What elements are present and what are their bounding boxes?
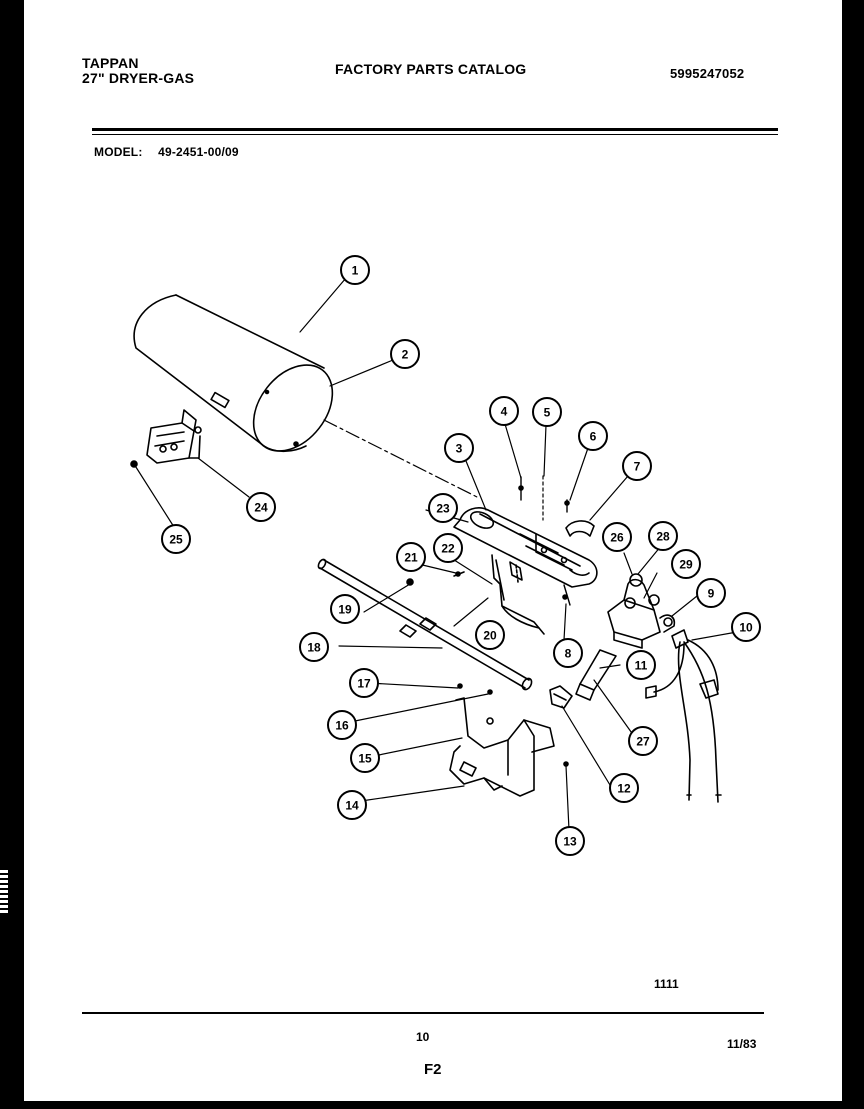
- svg-text:8: 8: [564, 646, 572, 661]
- model-number: 49-2451-00/09: [158, 145, 239, 159]
- page-number: 10: [416, 1030, 430, 1044]
- section-code: F2: [424, 1061, 442, 1078]
- callout-24: [247, 493, 275, 521]
- svg-text:5: 5: [543, 405, 551, 420]
- svg-text:17: 17: [357, 676, 371, 691]
- callout-1: [341, 256, 369, 284]
- callout-4: [490, 397, 518, 425]
- callout-9: [697, 579, 725, 607]
- part-gas-valve: [608, 574, 674, 648]
- callout-17: [350, 669, 378, 697]
- callout-3: [445, 434, 473, 462]
- part-connector-12: [550, 686, 572, 708]
- callout-27: [629, 727, 657, 755]
- callout-19: [331, 595, 359, 623]
- svg-text:2: 2: [401, 347, 409, 362]
- callout-14: [338, 791, 366, 819]
- callout-23: [429, 494, 457, 522]
- callout-15: [351, 744, 379, 772]
- svg-text:25: 25: [169, 532, 183, 547]
- callout-12: [610, 774, 638, 802]
- callout-balloons: [162, 256, 760, 855]
- callout-16: [328, 711, 356, 739]
- scan-edge-mark: [0, 870, 8, 914]
- callout-25: [162, 525, 190, 553]
- svg-text:11: 11: [634, 658, 648, 673]
- catalog-page: [24, 0, 842, 1101]
- svg-text:28: 28: [656, 529, 670, 544]
- svg-text:7: 7: [633, 459, 641, 474]
- svg-text:10: 10: [739, 620, 753, 635]
- revision-date: 11/83: [727, 1037, 757, 1051]
- svg-text:22: 22: [441, 541, 455, 556]
- part-wire-harness: [646, 630, 721, 802]
- svg-text:3: 3: [455, 441, 463, 456]
- figure-code: 1111: [654, 977, 679, 991]
- part-mount-bracket: [450, 684, 568, 796]
- svg-text:15: 15: [358, 751, 372, 766]
- callout-2: [391, 340, 419, 368]
- svg-text:19: 19: [338, 602, 352, 617]
- part-burner-housing: [454, 508, 597, 587]
- catalog-part-number: 5995247052: [670, 66, 745, 81]
- svg-text:6: 6: [589, 429, 597, 444]
- svg-text:24: 24: [254, 500, 268, 515]
- exploded-parts-diagram: [24, 0, 842, 1101]
- callout-18: [300, 633, 328, 661]
- callout-10: [732, 613, 760, 641]
- brand-name: TAPPAN: [82, 55, 139, 71]
- callout-26: [603, 523, 631, 551]
- svg-text:13: 13: [563, 834, 577, 849]
- svg-text:9: 9: [707, 586, 715, 601]
- part-igniter-bracket: [147, 410, 201, 463]
- svg-text:21: 21: [404, 550, 418, 565]
- svg-text:1: 1: [351, 263, 359, 278]
- callout-13: [556, 827, 584, 855]
- svg-text:23: 23: [436, 501, 450, 516]
- part-drum-cylinder: [134, 295, 348, 466]
- callout-5: [533, 398, 561, 426]
- svg-text:16: 16: [335, 718, 349, 733]
- product-line: 27" DRYER-GAS: [82, 70, 195, 86]
- svg-text:20: 20: [483, 628, 497, 643]
- svg-text:12: 12: [617, 781, 631, 796]
- callout-21: [397, 543, 425, 571]
- svg-text:26: 26: [610, 530, 624, 545]
- callout-29: [672, 550, 700, 578]
- callout-28: [649, 522, 677, 550]
- model-label: MODEL:: [94, 145, 143, 159]
- part-burner-tube-18: [317, 558, 534, 691]
- svg-text:18: 18: [307, 640, 321, 655]
- callout-7: [623, 452, 651, 480]
- callout-6: [579, 422, 607, 450]
- callout-22: [434, 534, 462, 562]
- part-igniter-bracket-22: [492, 555, 544, 634]
- svg-text:29: 29: [679, 557, 693, 572]
- svg-text:14: 14: [345, 798, 359, 813]
- part-bracket-clip-7: [566, 521, 594, 536]
- footer-rule: [82, 1012, 764, 1014]
- svg-text:27: 27: [636, 734, 650, 749]
- catalog-title: FACTORY PARTS CATALOG: [335, 61, 527, 77]
- callout-11: [627, 651, 655, 679]
- callout-20: [476, 621, 504, 649]
- svg-text:4: 4: [500, 404, 508, 419]
- callout-8: [554, 639, 582, 667]
